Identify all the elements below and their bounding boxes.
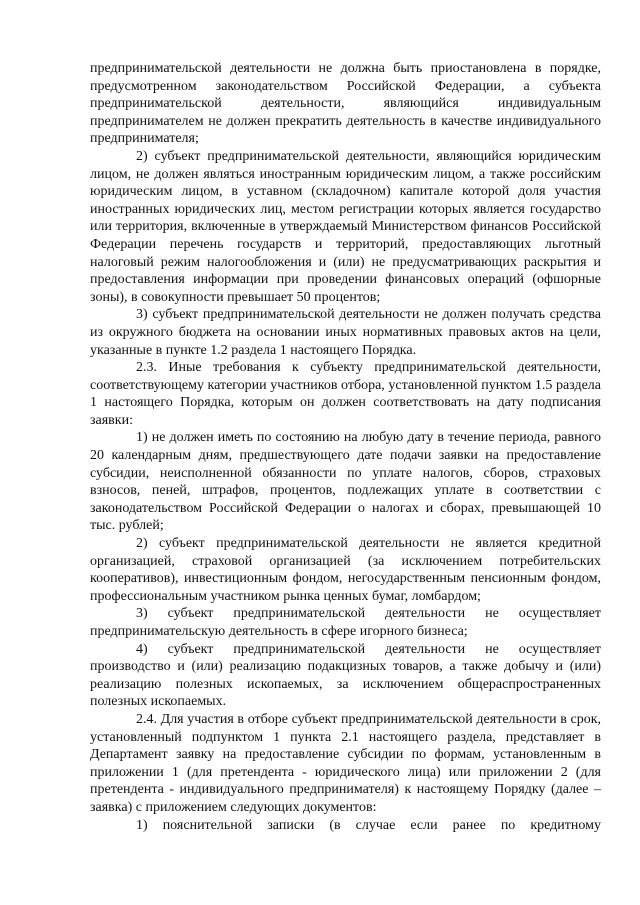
paragraph-2: 2) субъект предпринимательской деятельности, являющийся юридическим лицом, не должен являться иностранным юридическим лицом, а также российским юридическим лицом, в уставном (складочном) капитале которой доля участия иностранных юридических лиц, местом регистрации которых является государство или территория, включенные в утверждаемый Министерством финансов Российской Федерации перечень государств и территорий, предоставляющих льготный налоговый режим налогообложения и (или) не предусматривающих раскрытия и предоставления информации при проведении финансовых операций (офшорные зоны), в совокупности превышает 50 процентов; [90,148,601,305]
paragraph-5: 1) не должен иметь по состоянию на любую дату в течение периода, равного 20 календарным дням, предшествующего дате подачи заявки на предоставление субсидии, неисполненной обязанности по уплате налогов, сборов, страховых взносов, пеней, штрафов, процентов, подлежащих уплате в соответствии с законодательством Российской Федерации о налогах и сборах, превышающей 10 тыс. рублей; [90,430,601,534]
paragraph-10: 1) пояснительной записки (в случае если ранее по кредитному [136,817,601,833]
paragraph-9: 2.4. Для участия в отборе субъект предпринимательской деятельности в срок, установленный подпунктом 1 пункта 2.1 настоящего раздела, представляет в Департамент заявку на предоставление субсидии по формам, установленным в приложении 1 (для претендента - юридического лица) или приложении 2 (для претендента - индивидуального предпринимателя) к настоящему Порядку (далее – заявка) с приложением следующих документов: [90,711,601,815]
paragraph-4: 2.3. Иные требования к субъекту предпринимательской деятельности, соответствующему категории участников отбора, установленной пунктом 1.5 раздела 1 настоящего Порядка, которым он должен соответствовать на дату подписания заявки: [90,360,601,428]
paragraph-8: 4) субъект предпринимательской деятельности не осуществляет производство и (или) реализацию подакцизных товаров, а также добычу и (или) реализацию полезных ископаемых, за исключением общераспространенных полезных ископаемых. [90,641,601,710]
paragraph-3: 3) субъект предпринимательской деятельности не должен получать средства из окружного бюджета на основании иных нормативных правовых актов на цели, указанные в пункте 1.2 раздела 1 настоящего Порядка. [90,307,601,358]
paragraph-1: предпринимательской деятельности не должна быть приостановлена в порядке, предусмотренном законодательством Российской Федерации, а субъекта предпринимательской деятельности, являющийся индивидуальным предпринимателем не должен прекратить деятельность в качестве индивидуального предпринимателя; [90,61,601,147]
paragraph-6: 2) субъект предпринимательской деятельности не является кредитной организацией, страховой организацией (за исключением потребительских кооперативов), инвестиционным фондом, негосударственным пенсионным фондом, профессиональным участником рынка ценных бумаг, ломбардом; [90,536,601,604]
paragraph-7: 3) субъект предпринимательской деятельности не осуществляет предпринимательскую деятельность в сфере игорного бизнеса; [90,606,601,639]
